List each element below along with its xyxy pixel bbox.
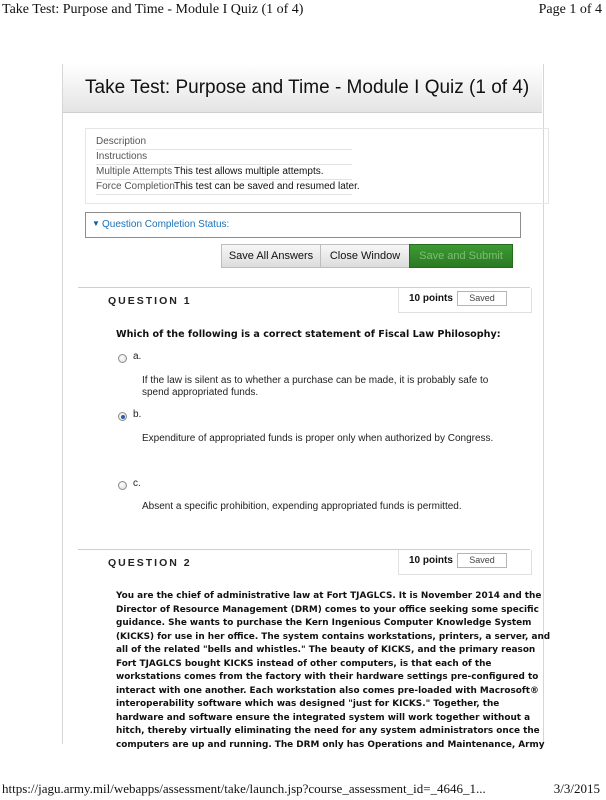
question-completion-status[interactable] [85,212,521,238]
answer-letter: c. [133,478,141,489]
question-text-line: workstations comes from the factory with their hardware settings pre-configured to [116,672,539,682]
answer-text: Absent a specific prohibition, expending appropriated funds is permitted. [142,501,462,512]
info-label: Multiple Attempts [96,166,173,177]
answer-radio-a[interactable] [118,354,127,363]
question-text-line: You are the chief of administrative law at Fort TJAGLCS. It is November 2014 and the [116,591,542,601]
question-text: Which of the following is a correct statement of Fiscal Law Philosophy: [116,329,501,340]
question-text-line: computers are up and running. The DRM only has Operations and Maintenance, Army [116,739,545,750]
question-text-line: hitch, thereby virtually eliminating the need for any system administrators once the [116,726,540,736]
save-all-answers-button[interactable]: Save All Answers [221,244,321,268]
question-text-line: interoperability software which was designed "just for KICKS." Together, the [116,699,500,709]
print-footer-date: 3/3/2015 [553,781,600,796]
close-window-button[interactable]: Close Window [320,244,410,268]
question-points: 10 points [409,555,453,566]
saved-status-badge: Saved [457,291,507,306]
info-label: Force Completion [96,181,175,192]
question-header [78,287,530,312]
info-row-multiple-attempts [96,165,352,180]
question-text-line: (KICKS) for use in her office. The system contains workstations, printers, a server, and [116,631,551,642]
answer-letter: b. [133,409,142,420]
info-row-instructions [96,150,352,165]
question-points-box [398,550,532,575]
test-info-panel [85,128,549,204]
question-text-line: Fort TJAGLCS bought KICKS instead of other computers, is that each of the [116,658,492,669]
info-row-force-completion [96,180,360,195]
info-value: This test can be saved and resumed later. [174,181,360,192]
info-label: Instructions [96,151,148,162]
answer-text: If the law is silent as to whether a purchase can be made, it is probably safe to spend appropriated funds. [142,375,489,398]
title-bar [63,64,542,113]
saved-status-badge: Saved [457,553,507,568]
info-row-description [96,135,352,150]
question-title: QUESTION 1 [108,295,192,307]
question-text-line: hardware and software ensure the integrated system will work together without a [116,712,531,723]
print-header-title: Take Test: Purpose and Time - Module I Quiz (1 of 4) [2,2,304,17]
question-text [116,590,551,752]
answer-radio-b[interactable] [118,412,127,421]
answer-radio-c[interactable] [118,481,127,490]
question-text-line: guidance. She wants to purchase the Kern Ingenious Computer Knowledge System [116,618,532,628]
save-and-submit-button[interactable]: Save and Submit [409,244,513,268]
answer-letter: a. [133,351,142,362]
print-footer-url: https://jagu.army.mil/webapps/assessment/take/launch.jsp?course_assessment_id=_4646_1... [2,781,486,796]
question-text-line: all of the related "bells and whistles." The beauty of KICKS, and the primary reason [116,645,536,655]
question-header [78,549,530,574]
page-title: Take Test: Purpose and Time - Module I Quiz (1 of 4) [85,77,530,98]
question-points: 10 points [409,293,453,304]
answer-text: Expenditure of appropriated funds is proper only when authorized by Congress. [142,433,494,444]
print-header-page-number: Page 1 of 4 [538,2,602,17]
question-text-line: interact with one another. Each workstation also comes pre-loaded with Macrosoft® [116,685,539,696]
question-completion-status-label[interactable]: Question Completion Status: [102,219,230,230]
question-points-box [398,288,532,313]
chevron-down-icon[interactable]: ▼ [92,219,100,228]
info-value: This test allows multiple attempts. [174,166,324,177]
question-title: QUESTION 2 [108,557,192,569]
info-label: Description [96,136,147,147]
question-text-line: Director of Resource Management (DRM) comes to your office seeking some specific [116,604,539,615]
